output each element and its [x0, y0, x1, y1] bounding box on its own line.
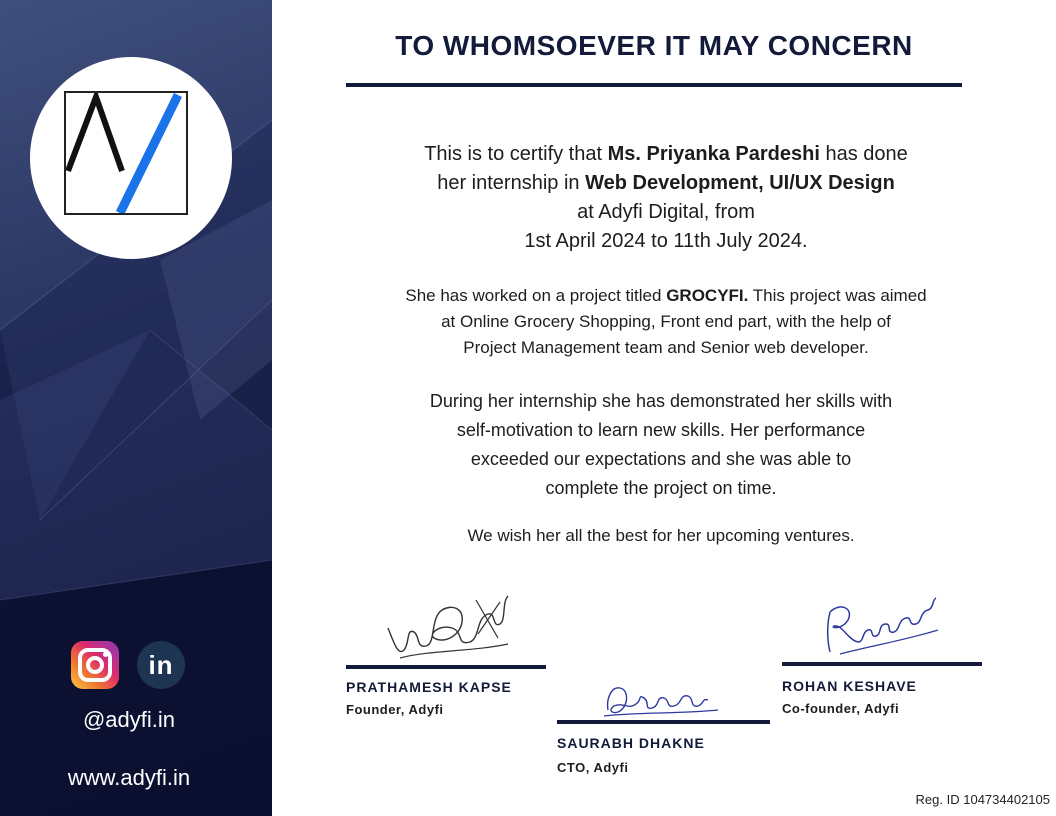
certification-paragraph: This is to certify that Ms. Priyanka Pardeshi has done her internship in Web Development, UI/UX Design at Adyfi Digital, from 1st April 2024 to 11th July 2024.	[346, 140, 986, 256]
performance-paragraph: During her internship she has demonstrated her skills with self-motivation to learn new skills. Her performance exceeded our expectations and she was able to complete the project on time.	[429, 391, 893, 498]
signature-saurabh-dhakne	[598, 680, 723, 722]
intern-name: Ms. Priyanka Pardeshi	[607, 143, 820, 165]
social-handle[interactable]: @adyfi.in	[82, 707, 176, 732]
signatory-name: ROHAN KESHAVE	[782, 678, 917, 694]
title-divider	[346, 83, 962, 87]
signature-line	[557, 720, 770, 724]
signatory-role: Founder, Adyfi	[346, 702, 444, 717]
certificate-title: TO WHOMSOEVER IT MAY CONCERN	[395, 30, 913, 61]
adyfi-logo-icon	[64, 91, 188, 215]
signatory-name: SAURABH DHAKNE	[557, 735, 705, 751]
signatory-role: Co-founder, Adyfi	[782, 701, 900, 716]
signature-line	[346, 665, 546, 669]
internship-dates: 1st April 2024 to 11th July 2024.	[524, 230, 808, 252]
instagram-icon[interactable]	[71, 641, 119, 689]
signature-prathamesh-kapse	[380, 588, 520, 663]
closing-wish: We wish her all the best for her upcoming ventures.	[467, 526, 855, 545]
internship-domain: Web Development, UI/UX Design	[585, 172, 895, 194]
registration-id: Reg. ID 104734402105	[915, 792, 1050, 807]
sidebar-panel	[0, 0, 272, 816]
linkedin-icon[interactable]: in	[137, 641, 185, 689]
project-name: GROCYFI.	[666, 286, 749, 305]
signatory-role: CTO, Adyfi	[557, 760, 629, 775]
website-link[interactable]: www.adyfi.in	[67, 765, 191, 790]
signatory-name: PRATHAMESH KAPSE	[346, 679, 512, 695]
signature-rohan-keshave	[820, 592, 945, 662]
project-paragraph: She has worked on a project titled GROCYFI. This project was aimed at Online Grocery Shopping, Front end part, with the help of Project Management team and Senior web developer.	[405, 286, 927, 357]
signature-line	[782, 662, 982, 666]
